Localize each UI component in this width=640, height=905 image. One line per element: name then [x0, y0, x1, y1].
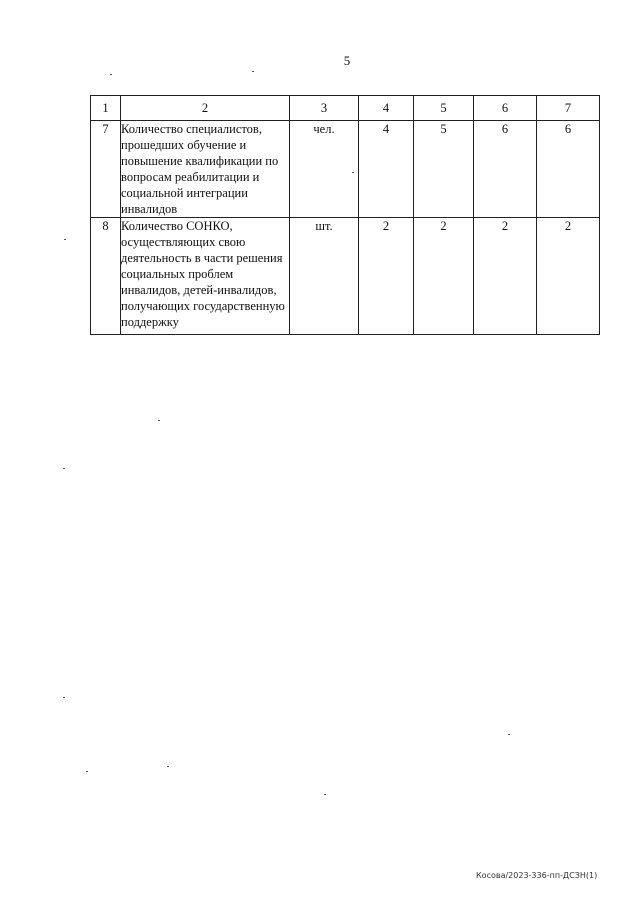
column-header: 4 — [359, 96, 414, 121]
scan-speck — [352, 172, 354, 173]
indicator-value: 5 — [414, 121, 474, 218]
indicator-value: 6 — [537, 121, 600, 218]
indicator-value: 2 — [474, 218, 537, 335]
row-number: 8 — [91, 218, 121, 335]
column-header: 3 — [290, 96, 359, 121]
scan-speck — [158, 420, 160, 421]
scan-speck — [324, 794, 326, 795]
table-row — [91, 218, 600, 335]
indicator-value: 2 — [359, 218, 414, 335]
indicator-value: 2 — [414, 218, 474, 335]
column-header: 7 — [537, 96, 600, 121]
indicator-value: 2 — [537, 218, 600, 335]
column-header: 5 — [414, 96, 474, 121]
table-header-row — [91, 96, 600, 121]
scan-speck — [252, 71, 254, 72]
scan-speck — [110, 74, 112, 75]
scan-speck — [64, 239, 66, 240]
indicator-value: 4 — [359, 121, 414, 218]
scan-speck — [63, 468, 65, 469]
table-row — [91, 121, 600, 218]
indicators-table — [90, 95, 600, 335]
scan-speck — [63, 697, 65, 698]
column-header: 2 — [121, 96, 290, 121]
document-registration-stamp: Косова/2023-336-пп-ДСЗН(1) — [476, 871, 598, 880]
page-number: 5 — [343, 53, 351, 68]
unit-of-measure: чел. — [290, 121, 359, 218]
indicator-description: Количество СОНКО, осуществляющих свою деятельность в части решения социальных проблем инвалидов, детей-инвалидов, получающих государственную поддержку — [121, 218, 290, 335]
column-header: 6 — [474, 96, 537, 121]
column-header: 1 — [91, 96, 121, 121]
indicator-description: Количество специалистов, прошедших обучение и повышение квалификации по вопросам реабилитации и социальной интеграции инвалидов — [121, 121, 290, 218]
scan-speck — [86, 771, 88, 772]
unit-of-measure: шт. — [290, 218, 359, 335]
row-number: 7 — [91, 121, 121, 218]
scan-speck — [167, 766, 169, 767]
scan-speck — [508, 734, 510, 735]
indicator-value: 6 — [474, 121, 537, 218]
